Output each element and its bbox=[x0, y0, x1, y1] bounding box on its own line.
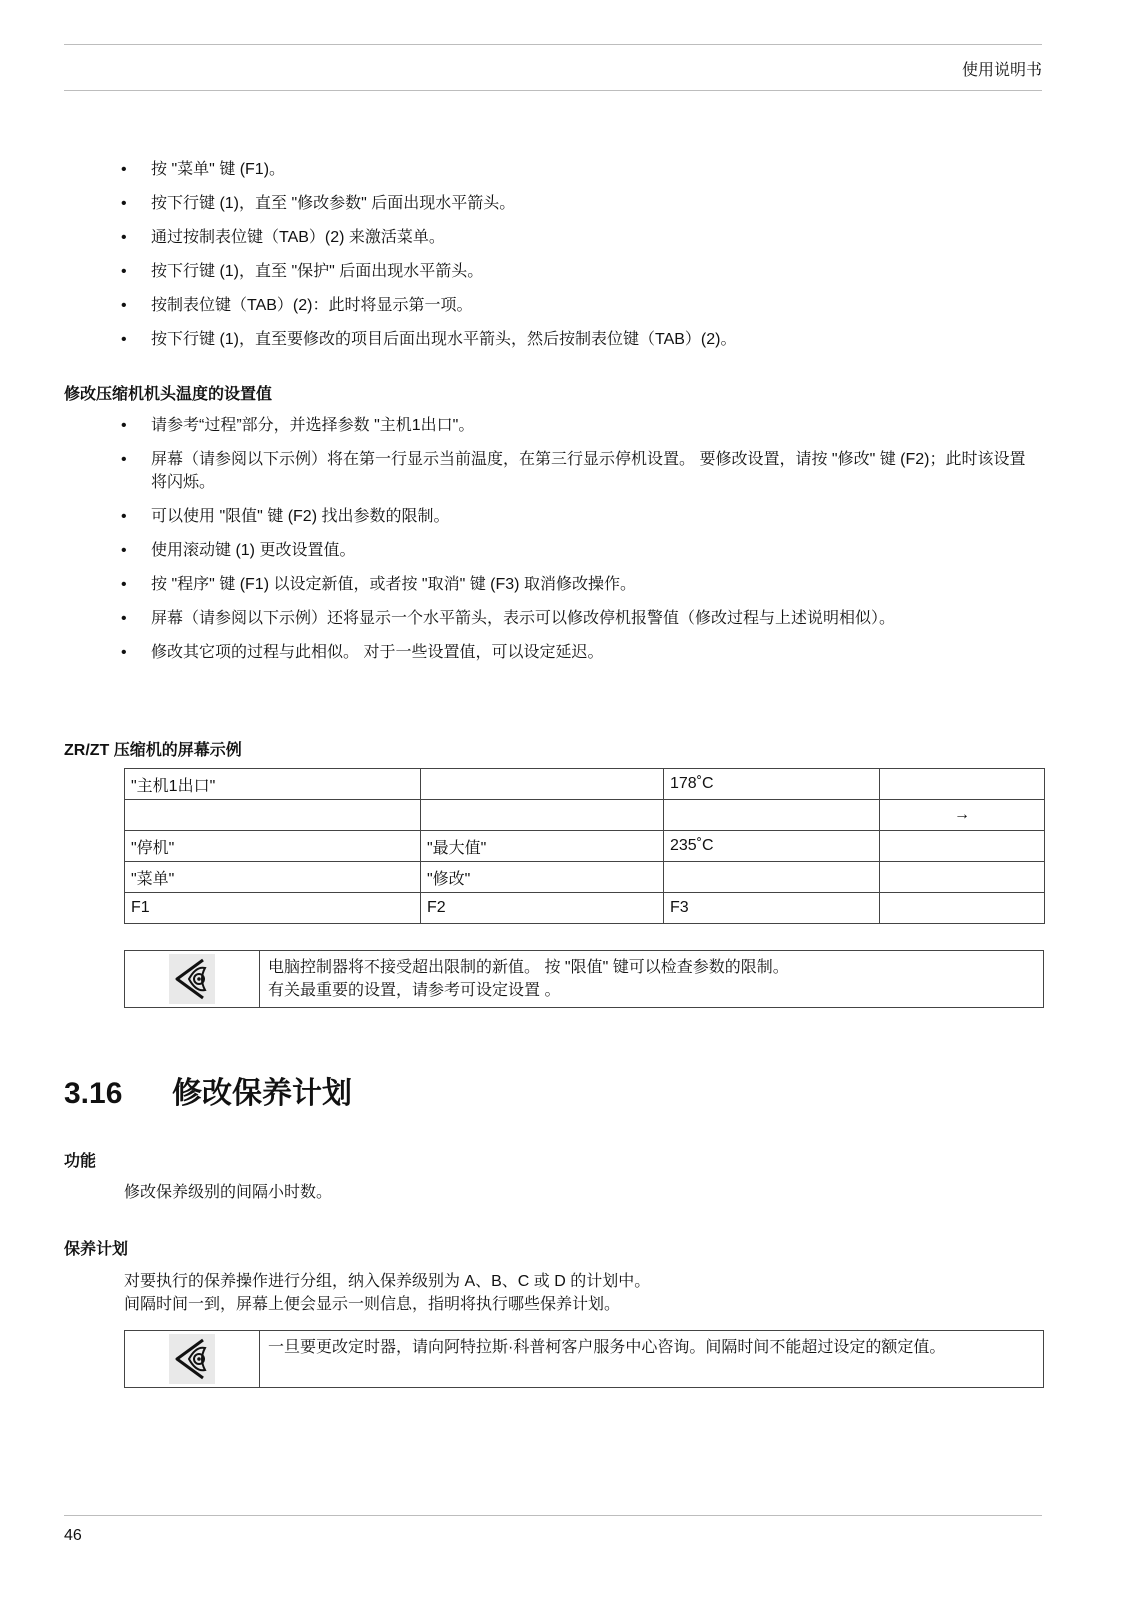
section-heading-text: 修改保养计划 bbox=[172, 1077, 352, 1110]
list-item: • 按 "菜单" 键 (F1)。 bbox=[121, 158, 1031, 181]
table-cell: F3 bbox=[664, 893, 880, 924]
list-item: • 按下行键 (1)，直至 "保护" 后面出现水平箭头。 bbox=[121, 260, 1031, 283]
list-item: • 通过按制表位键（TAB）(2) 来激活菜单。 bbox=[121, 226, 1031, 249]
table-cell: "修改" bbox=[421, 862, 664, 893]
list-item: • 修改其它项的过程与此相似。 对于一些设置值，可以设定延迟。 bbox=[121, 641, 1031, 664]
function-heading: 功能 bbox=[64, 1153, 97, 1170]
table-cell bbox=[421, 769, 664, 800]
function-text: 修改保养级别的间隔小时数。 bbox=[124, 1184, 333, 1201]
plan-text bbox=[124, 1270, 1024, 1316]
horizontal-arrow-icon: → bbox=[880, 800, 1045, 831]
list-item: • 屏幕（请参阅以下示例）还将显示一个水平箭头，表示可以修改停机报警值（修改过程与上述说明相似）。 bbox=[121, 607, 1031, 630]
table-cell bbox=[880, 893, 1045, 924]
page-number: 46 bbox=[64, 1527, 82, 1544]
list-item: • 按下行键 (1)，直至要修改的项目后面出现水平箭头，然后按制表位键（TAB）(2)。 bbox=[121, 328, 1031, 351]
plan-heading: 保养计划 bbox=[64, 1241, 129, 1258]
note-line: 电脑控制器将不接受超出限制的新值。 按 "限值" 键可以检查参数的限制。 bbox=[268, 959, 789, 976]
list-item: • 屏幕（请参阅以下示例）将在第一行显示当前温度，在第三行显示停机设置。 要修改设置，请按 "修改" 键 (F2)；此时该设置将闪烁。 bbox=[121, 448, 1031, 494]
note-text: 一旦要更改定时器，请向阿特拉斯·科普柯客户服务中心咨询。间隔时间不能超过设定的额定值。 bbox=[268, 1339, 946, 1356]
section-number: 3.16 bbox=[64, 1077, 123, 1110]
footer-rule bbox=[64, 1515, 1042, 1516]
screen-example-heading: ZR/ZT 压缩机的屏幕示例 bbox=[64, 742, 242, 759]
list-item: • 按下行键 (1)，直至 "修改参数" 后面出现水平箭头。 bbox=[121, 192, 1031, 215]
list-item: • 使用滚动键 (1) 更改设置值。 bbox=[121, 539, 1031, 562]
screen-example-table bbox=[124, 768, 1045, 924]
note-line: 有关最重要的设置，请参考可设定设置 。 bbox=[268, 982, 561, 999]
header-title: 使用说明书 bbox=[961, 62, 1042, 79]
eye-note-icon bbox=[125, 1331, 260, 1387]
table-row bbox=[125, 893, 1045, 924]
table-cell: 178˚C bbox=[664, 769, 880, 800]
header-rule-bottom bbox=[64, 90, 1042, 91]
table-cell: "停机" bbox=[125, 831, 421, 862]
table-row bbox=[125, 862, 1045, 893]
table-cell bbox=[125, 800, 421, 831]
note-box bbox=[124, 1330, 1044, 1388]
table-cell: F1 bbox=[125, 893, 421, 924]
table-row bbox=[125, 769, 1045, 800]
list-item: • 请参考“过程”部分，并选择参数 "主机1出口"。 bbox=[121, 414, 1031, 437]
list-item: • 按制表位键（TAB）(2)：此时将显示第一项。 bbox=[121, 294, 1031, 317]
eye-note-icon bbox=[125, 951, 260, 1007]
table-cell bbox=[880, 769, 1045, 800]
subsection-heading: 修改压缩机机头温度的设置值 bbox=[64, 386, 273, 403]
note-text bbox=[260, 951, 1043, 1007]
table-cell: "菜单" bbox=[125, 862, 421, 893]
procedure-bullet-list bbox=[121, 158, 1031, 362]
plan-line: 间隔时间一到，屏幕上便会显示一则信息，指明将执行哪些保养计划。 bbox=[124, 1296, 621, 1313]
table-cell bbox=[664, 800, 880, 831]
list-item: • 可以使用 "限值" 键 (F2) 找出参数的限制。 bbox=[121, 505, 1031, 528]
setting-bullet-list bbox=[121, 414, 1031, 675]
section-title bbox=[64, 1068, 352, 1112]
table-cell: "最大值" bbox=[421, 831, 664, 862]
table-cell bbox=[880, 862, 1045, 893]
table-cell: F2 bbox=[421, 893, 664, 924]
table-cell bbox=[664, 862, 880, 893]
note-box bbox=[124, 950, 1044, 1008]
table-cell bbox=[421, 800, 664, 831]
header-rule-top bbox=[64, 44, 1042, 45]
table-row bbox=[125, 831, 1045, 862]
table-cell bbox=[880, 831, 1045, 862]
table-cell: 235˚C bbox=[664, 831, 880, 862]
table-cell: "主机1出口" bbox=[125, 769, 421, 800]
list-item: • 按 "程序" 键 (F1) 以设定新值，或者按 "取消" 键 (F3) 取消修改操作。 bbox=[121, 573, 1031, 596]
table-row bbox=[125, 800, 1045, 831]
plan-line: 对要执行的保养操作进行分组，纳入保养级别为 A、B、C 或 D 的计划中。 bbox=[124, 1273, 651, 1290]
